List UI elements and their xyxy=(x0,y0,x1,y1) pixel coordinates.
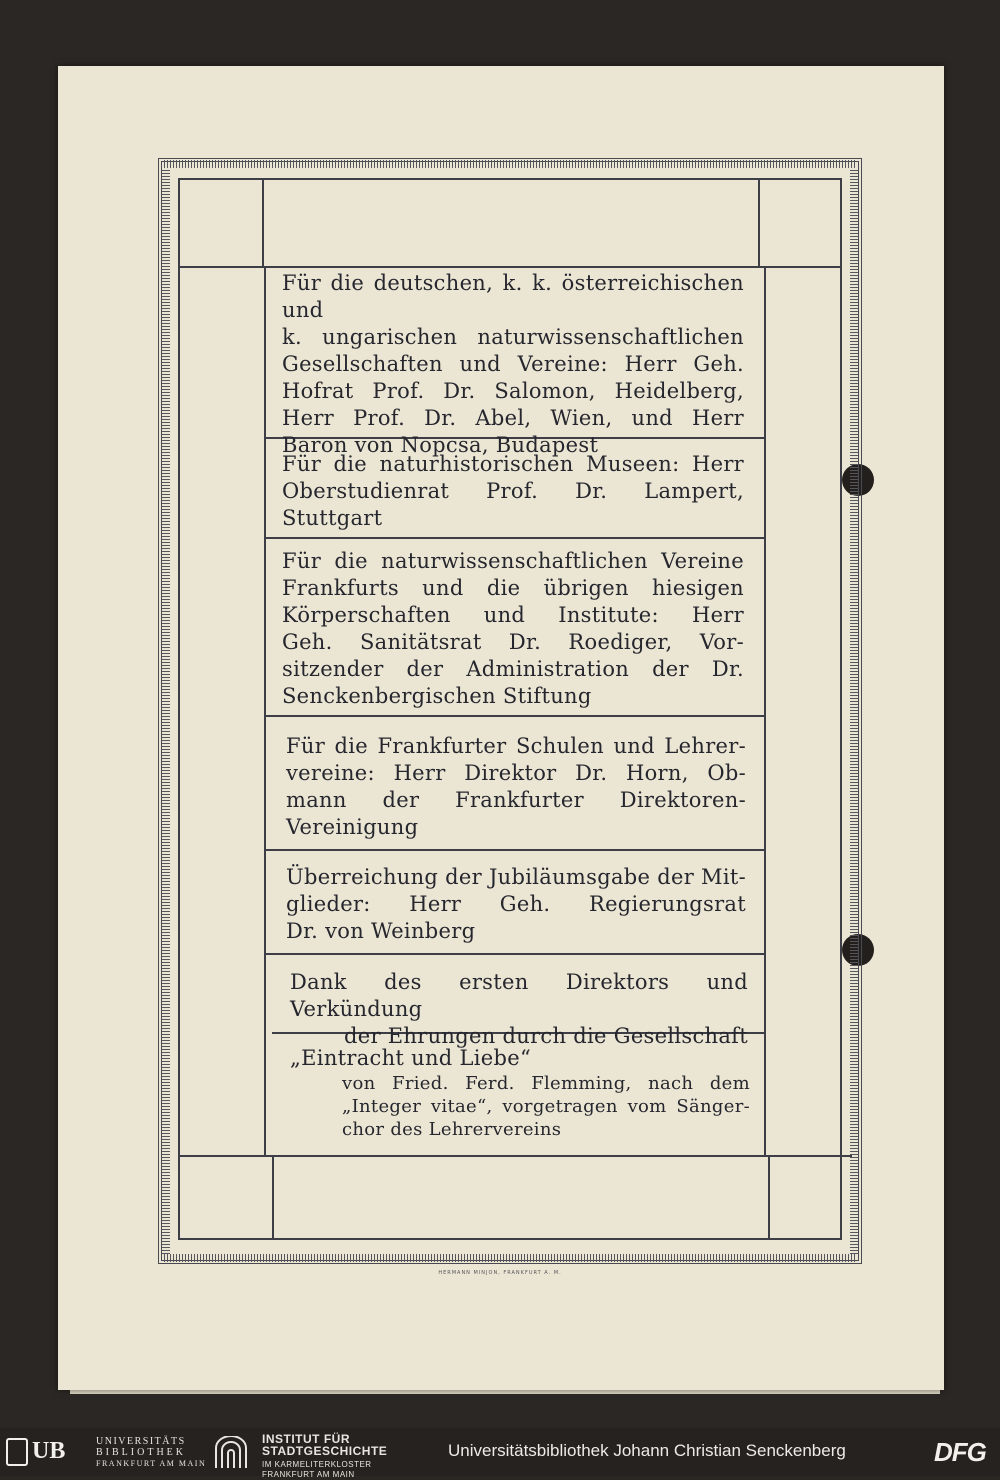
ub-name-line: BIBLIOTHEK xyxy=(96,1447,186,1458)
item-line: Frankfurts und die übrigen hiesigen xyxy=(282,576,744,600)
item-line: Geh. Sanitätsrat Dr. Roediger, Vor- xyxy=(282,630,744,654)
isg-line: INSTITUT FÜR xyxy=(262,1432,350,1446)
item-line: Hofrat Prof. Dr. Salomon, Heidelberg, xyxy=(282,379,744,403)
item-line: chor des Lehrervereins xyxy=(342,1119,562,1140)
ub-logo-text: UB xyxy=(32,1438,66,1464)
program-item-4 xyxy=(286,733,746,841)
program-item-2 xyxy=(282,451,744,532)
item-line: Für die Frankfurter Schulen und Lehrer- xyxy=(286,734,746,758)
program-item-7 xyxy=(290,1045,750,1141)
border-hatching-top xyxy=(164,160,856,168)
item-line: Überreichung der Jubiläumsgabe der Mit- xyxy=(286,865,746,889)
item-line: sitzender der Administration der Dr. xyxy=(282,657,744,681)
song-title: „Eintracht und Liebe“ xyxy=(290,1046,532,1070)
program-item-6 xyxy=(290,969,748,1050)
isg-line: IM KARMELITERKLOSTER xyxy=(262,1460,372,1469)
item-line: „Integer vitae“, vorgetragen vom Sänger- xyxy=(342,1096,750,1117)
institute-arch-icon xyxy=(214,1436,248,1468)
item-line: vereine: Herr Direktor Dr. Horn, Ob- xyxy=(286,761,746,785)
viewer-footer xyxy=(0,1428,1000,1479)
item-line: mann der Frankfurter Direktoren- xyxy=(286,788,746,812)
item-line: Dr. von Weinberg xyxy=(286,919,476,943)
row-rule-5 xyxy=(266,953,766,955)
item-line: Körperschaften und Institute: Herr xyxy=(282,603,744,627)
ub-name xyxy=(96,1436,206,1469)
isg-line: STADTGESCHICHTE xyxy=(262,1444,388,1458)
row-rule-header xyxy=(180,266,840,268)
item-line: Für die naturwissenschaftlichen Vereine xyxy=(282,549,744,573)
row-rule-4 xyxy=(266,849,766,851)
ub-name-line: UNIVERSITÄTS xyxy=(96,1436,186,1447)
row-rule-footer xyxy=(180,1155,852,1157)
item-line: Oberstudienrat Prof. Dr. Lampert, xyxy=(282,479,744,503)
content-rule-left xyxy=(264,266,266,1156)
program-item-1 xyxy=(282,270,744,459)
column-rule-right xyxy=(758,180,760,268)
item-line: von Fried. Ferd. Flemming, nach dem xyxy=(342,1073,750,1094)
item-line: Herr Prof. Dr. Abel, Wien, und Herr xyxy=(282,406,744,430)
program-item-3 xyxy=(282,548,744,710)
border-hatching-right xyxy=(850,168,858,1254)
item-line: Gesellschaften und Vereine: Herr Geh. xyxy=(282,352,744,376)
seal-icon xyxy=(6,1438,28,1466)
item-line: Senckenbergischen Stiftung xyxy=(282,684,592,708)
item-line: Baron von Nopcsa, Budapest xyxy=(282,433,599,457)
item-line: k. ungarischen naturwissenschaftlichen xyxy=(282,325,744,349)
item-line: Dank des ersten Direktors und Verkündung xyxy=(290,970,748,1021)
isg-line: FRANKFURT AM MAIN xyxy=(262,1470,355,1479)
row-rule-3 xyxy=(266,715,766,717)
item-line: Für die deutschen, k. k. österreichischen und xyxy=(282,271,744,322)
item-line: Für die naturhistorischen Museen: Herr xyxy=(282,452,744,476)
item-line: Stuttgart xyxy=(282,506,383,530)
column-rule-left xyxy=(262,180,264,268)
ub-logo[interactable] xyxy=(6,1438,92,1468)
dfg-logo[interactable]: DFG xyxy=(934,1437,986,1467)
content-rule-right xyxy=(764,266,766,1156)
institute-name xyxy=(262,1434,387,1480)
program-item-5 xyxy=(286,864,746,945)
ub-name-line: FRANKFURT AM MAIN xyxy=(96,1459,207,1468)
border-hatching-left xyxy=(162,168,170,1254)
item-line: glieder: Herr Geh. Regierungsrat xyxy=(286,892,746,916)
row-rule-2 xyxy=(264,537,766,539)
item-line: Vereinigung xyxy=(286,815,419,839)
library-name-link[interactable]: Universitätsbibliothek Johann Christian Senckenberg xyxy=(448,1441,846,1460)
footer-rule-left xyxy=(272,1155,274,1238)
footer-rule-right xyxy=(768,1155,770,1238)
item-line: der Ehrungen durch die Gesellschaft xyxy=(344,1024,748,1048)
border-hatching-bottom xyxy=(164,1254,856,1262)
printer-imprint: HERMANN MINJON, FRANKFURT A. M. xyxy=(438,1270,562,1276)
